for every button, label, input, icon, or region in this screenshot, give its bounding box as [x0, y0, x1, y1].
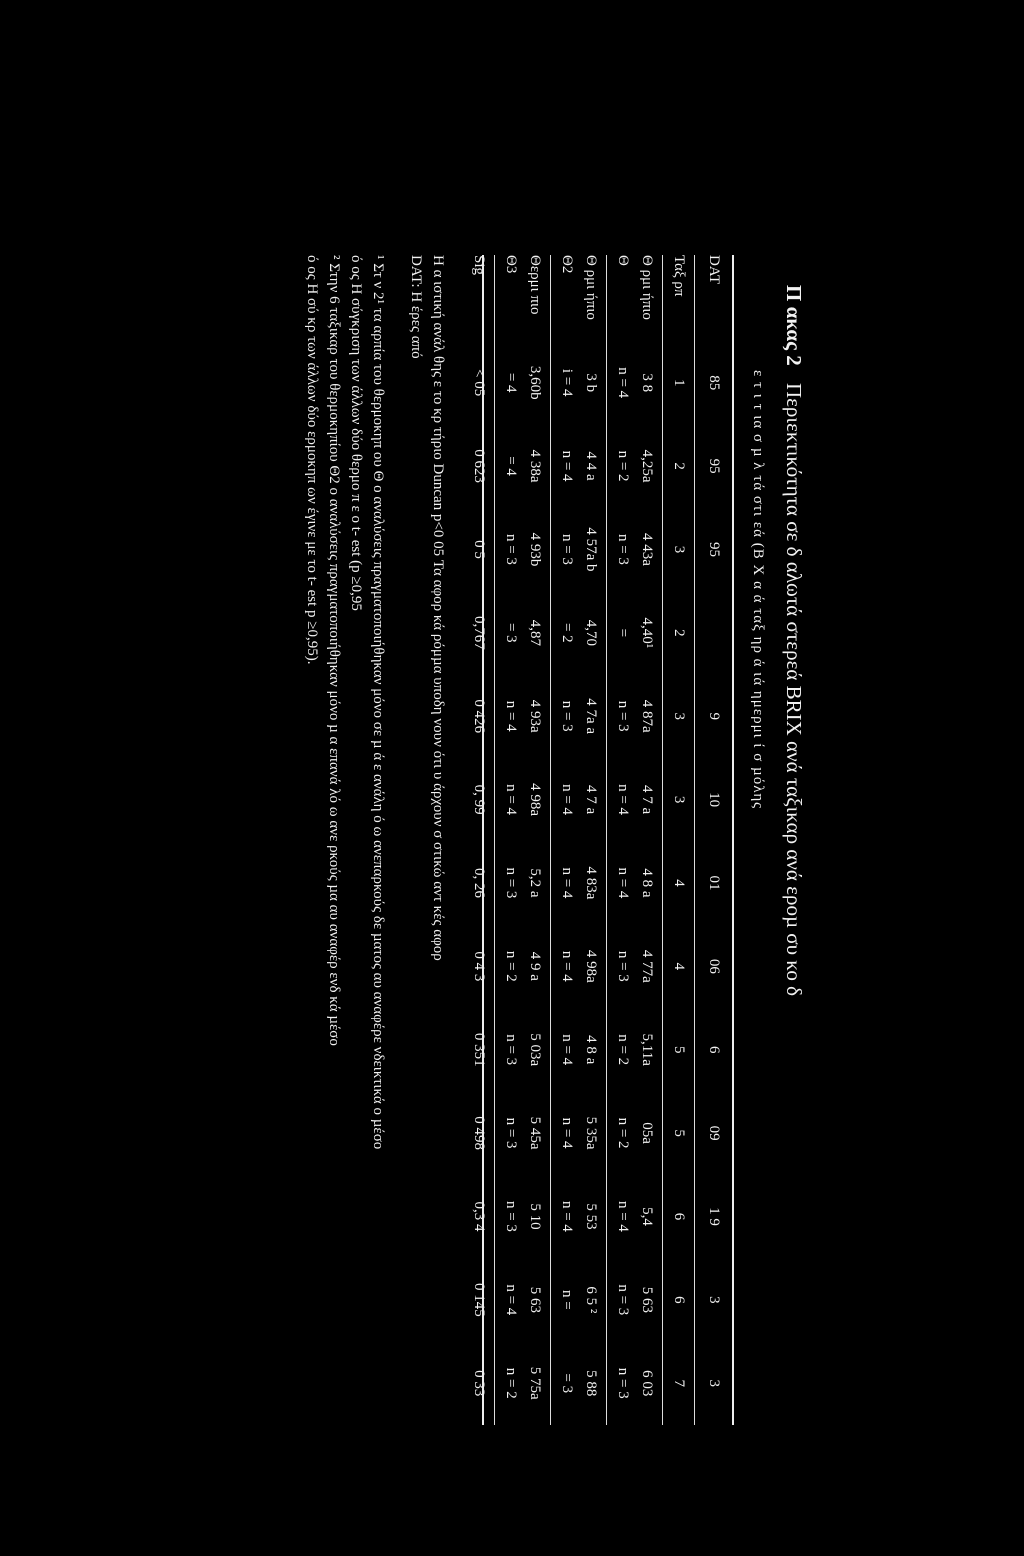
table-cell: 4 7a a — [583, 698, 599, 735]
table-cell: i = 4 — [559, 368, 575, 397]
table-cell: n = 4 — [559, 1117, 575, 1149]
table-row — [555, 255, 579, 1425]
table-cell: n = 4 — [615, 784, 631, 816]
table-cell: 4 57a b — [583, 527, 599, 572]
table-cell: 5 45a — [527, 1116, 543, 1150]
table-cell: 9 — [706, 712, 722, 720]
footnote-2-cont: ό ος Η σύ κρ των άλλων δύο ερμοκηπ ων έγινε με το t- est p ≥0,95). — [304, 255, 320, 665]
table-row — [467, 255, 491, 1425]
table-cell: 3 b — [583, 373, 599, 393]
row-label: Θ3 — [503, 255, 519, 274]
table-cell: 6 5 ² — [583, 1286, 599, 1314]
table-cell: = — [615, 628, 631, 638]
table-cell: 05a — [639, 1122, 655, 1144]
table-cell: 2 — [671, 629, 687, 637]
table-cell: n = 4 — [559, 867, 575, 899]
table-cell: 3 — [671, 795, 687, 804]
table-cell: 5 63 — [527, 1286, 543, 1313]
table-cell: n = 3 — [559, 700, 575, 732]
table-cell: 1 — [671, 378, 687, 387]
row-label: Θ ρμι ήπιο — [639, 255, 655, 320]
table-cell: n = 3 — [615, 1367, 631, 1399]
table-cell: 09 — [706, 1125, 722, 1141]
table-cell: n = 4 — [559, 1200, 575, 1232]
header-row — [699, 255, 729, 1425]
table-cell: 0 145 — [471, 1282, 487, 1317]
table-cell: 3,60b — [527, 365, 543, 400]
row-label: Θ — [615, 255, 631, 266]
table-cell: 5,2 a — [527, 868, 543, 898]
footnote-2: ² Στην 6 ταξικαρ του θερμοκηπίου Θ2 ο αναλύσεις πραγματοποιήθηκαν μόνο µ α επανά λό ω ανε ρκούς µα αυ αναφέρ ενδ κά µέσο — [326, 255, 342, 1046]
footnotes — [301, 255, 449, 1515]
table-cell: 0, 99 — [471, 784, 487, 815]
table-cell: 6 — [671, 1296, 687, 1304]
footnote-1: ¹ Στ ν 2¹ τα αρπία του θερμοκηπ ου Θ ο αναλύσεις πραγματοποιήθηκαν μόνο σε µ ά ε ανάλη ό ω ανεπαρκούς δε µατος αυ αναφέρε νδεικτικά ο µέσο — [370, 255, 386, 1150]
table-cell: 5 88 — [583, 1370, 599, 1397]
table-cell: 5 — [671, 1129, 687, 1137]
table-cell: 4 98a — [527, 783, 543, 817]
table-cell: 0 498 — [471, 1116, 487, 1150]
table-cell: n = 4 — [615, 367, 631, 399]
table-cell: 4 7 a — [583, 784, 599, 815]
table-cell: 10 — [706, 792, 722, 808]
table-cell: n = 4 — [559, 784, 575, 816]
table-cell: 5 53 — [583, 1203, 599, 1230]
table-cell: 5,4 — [639, 1207, 655, 1226]
table-cell: = 2 — [559, 622, 575, 643]
table-cell: 95 — [706, 458, 722, 474]
table-cell: 0 5 — [471, 540, 487, 559]
table-cell: 4 38a — [527, 449, 543, 483]
table-cell: 5 — [671, 1045, 687, 1054]
row-label: Sig — [471, 255, 487, 276]
table-cell: 4 — [671, 962, 687, 971]
table-cell: 5 75a — [527, 1366, 543, 1400]
table-cell: 5 03a — [527, 1033, 543, 1067]
table-cell: 7 — [671, 1379, 687, 1387]
table-cell: 5,11a — [639, 1033, 655, 1066]
table-cell: 4 77a — [639, 949, 655, 983]
row-label: DAT — [706, 255, 722, 285]
table-cell: 5 63 — [639, 1286, 655, 1313]
table-cell: n = 4 — [559, 950, 575, 982]
table-cell: n = 3 — [615, 1284, 631, 1316]
table-cell: n = 3 — [503, 1117, 519, 1149]
table-cell: n = 4 — [615, 1200, 631, 1232]
table-cell: n = 4 — [503, 784, 519, 816]
table-row — [635, 255, 659, 1425]
row-label: Θ2 — [559, 255, 575, 274]
table-cell: 06 — [706, 958, 722, 974]
table-cell: 3 — [671, 545, 687, 554]
table-cell: = 3 — [503, 622, 519, 643]
table-cell: 4 8 a — [639, 868, 655, 898]
table-cell: n = 4 — [503, 700, 519, 732]
table-cell: 4 43a — [639, 532, 655, 566]
table-cell: 4,25a — [639, 449, 655, 483]
table-cell: n = — [559, 1289, 575, 1310]
table-cell: 1 9 — [706, 1207, 722, 1226]
table-cell: 0 33 — [471, 1370, 487, 1397]
table-cell: 4 7 a — [639, 784, 655, 815]
table-cell: n = 3 — [615, 950, 631, 982]
table-cell: 0 426 — [471, 699, 487, 734]
table-cell: 0 623 — [471, 449, 487, 483]
table-cell: n = 4 — [559, 450, 575, 482]
table-cell: 4 9 a — [527, 951, 543, 981]
table-cell: 4 93b — [527, 532, 543, 567]
table-cell: n = 2 — [503, 950, 519, 982]
brix-table — [467, 255, 729, 1425]
table-cell: < 05 — [471, 369, 487, 397]
table-cell: = 4 — [503, 372, 519, 393]
table-cell: 3 — [671, 712, 687, 720]
table-cell: n = 2 — [503, 1367, 519, 1399]
table-cell: n = 3 — [503, 1034, 519, 1066]
table-row — [499, 255, 523, 1425]
table-cell: n = 2 — [615, 1117, 631, 1149]
table-cell: 4 93a — [527, 699, 543, 733]
table-cell: 0 4 3 — [471, 951, 487, 982]
table-cell: 4 8 a — [583, 1035, 599, 1065]
table-cell: n = 3 — [503, 867, 519, 899]
table-cell: 0,767 — [471, 615, 487, 650]
table-subtitle: ε τ ι τ ια σ µ λ τά στι εά (Β Χ α ά ταξ ηρ ά ιά ημερμι ί σ µόλης — [750, 370, 766, 810]
note-statistics: Η α ιστική ανάλ θης ε το κρ τήριο Duncan p<0 05 Τα αφορ κά ρόμµα υποδη νουν ότι υ άρχουν σ στικώ αντ κές αφορ — [430, 255, 446, 961]
table-cell: 3 8 — [639, 373, 655, 393]
table-cell: 3 — [706, 1379, 722, 1387]
table-row — [579, 255, 603, 1425]
table-row — [611, 255, 635, 1425]
table-cell: n = 3 — [615, 700, 631, 732]
table-cell: 85 — [706, 375, 722, 391]
row-label: Θ ρμι ήπιο — [583, 255, 599, 320]
table-cell: n = 4 — [503, 1284, 519, 1316]
table-cell: n = 2 — [615, 1034, 631, 1066]
table-cell: 5 35a — [583, 1116, 599, 1150]
footnote-1-cont: ό ος Η σύγκριση των άλλων δύο θερμο π ε ο t- est (p ≥0,95 — [348, 255, 364, 611]
row-label: Ταξ ρπ — [671, 255, 687, 297]
note-dat: DAT: Η έρες από — [408, 255, 424, 359]
table-row — [523, 255, 547, 1425]
table-cell: n = 3 — [559, 533, 575, 565]
top-rule — [732, 255, 734, 1425]
table-cell: n = 3 — [503, 533, 519, 565]
table-title — [781, 285, 806, 996]
table-cell: 4 — [671, 879, 687, 887]
table-cell: 0 351 — [471, 1032, 487, 1067]
table-cell: 4,87 — [527, 619, 543, 646]
bottom-rule — [482, 255, 484, 1425]
table-cell: 3 — [706, 1296, 722, 1304]
row-label: Θερμι πιο — [527, 255, 543, 315]
table-row — [667, 255, 691, 1425]
table-cell: 4 98a — [583, 949, 599, 983]
table-cell: 4,40¹ — [639, 617, 655, 649]
table-cell: 6 — [706, 1045, 722, 1054]
table-cell: 0, 26 — [471, 867, 487, 898]
table-cell — [699, 591, 729, 674]
table-title-text: Περιεκτικότητα σε δ αλωτά στερεά BRIX ανά ταξικαρ ανά εροµ συ κο δ — [782, 382, 806, 997]
table-cell: n = 2 — [615, 450, 631, 482]
table-cell: 4,70 — [583, 619, 599, 646]
table-cell: 6 03 — [639, 1370, 655, 1397]
table-cell: n = 4 — [615, 867, 631, 899]
table-cell: 6 — [671, 1212, 687, 1221]
table-cell: = 3 — [559, 1373, 575, 1394]
table-cell: 2 — [671, 462, 687, 470]
table-cell: 4 4 a — [583, 451, 599, 481]
table-cell: 01 — [706, 875, 722, 891]
table-cell: 4 83a — [583, 866, 599, 900]
table-cell: 5 10 — [527, 1203, 543, 1230]
table-cell: 95 — [706, 541, 722, 557]
table-number: Π ακας 2 — [782, 285, 806, 366]
table-cell: 0,3 4 — [471, 1201, 487, 1232]
table-cell: n = 4 — [559, 1034, 575, 1066]
table-cell: 4 87a — [639, 699, 655, 733]
table-cell: = 4 — [503, 456, 519, 476]
table-cell: n = 3 — [503, 1200, 519, 1232]
table-cell: n = 3 — [615, 533, 631, 565]
